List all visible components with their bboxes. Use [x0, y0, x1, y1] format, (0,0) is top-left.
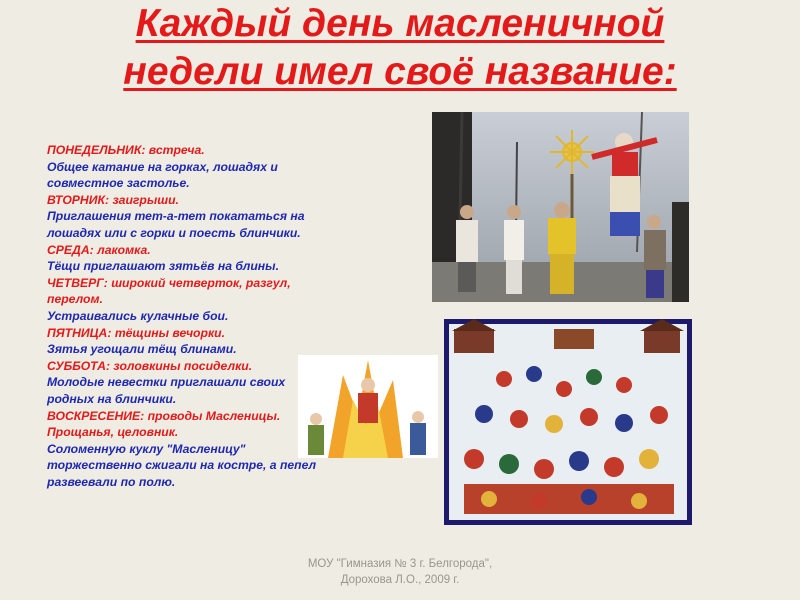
slide-title-line-2: недели имел своё название:	[123, 50, 677, 93]
festival-photo	[432, 112, 689, 302]
day-monday: ПОНЕДЕЛЬНИК: встреча.	[47, 143, 205, 157]
slide-title-line-1: Каждый день масленичной	[135, 2, 665, 45]
day-tuesday: ВТОРНИК: заигрыши.	[47, 192, 179, 207]
day-name: ЧЕТВЕРГ	[47, 275, 104, 290]
footer-line-1: МОУ "Гимназия № 3 г. Белгорода",	[307, 558, 493, 570]
day-description: лошадях или с горки и поесть блинчики.	[47, 225, 301, 240]
day-nickname: тёщины вечорки.	[114, 325, 225, 340]
day-description: развеевали по полю.	[47, 474, 176, 489]
burning-doll-art	[298, 355, 438, 458]
folk-painting	[444, 319, 692, 525]
day-name: ПОНЕДЕЛЬНИК	[47, 143, 142, 157]
day-name: СУББОТА	[47, 358, 106, 373]
day-nickname-cont: перелом.	[47, 292, 103, 307]
day-friday: ПЯТНИЦА: тёщины вечорки.	[47, 325, 225, 340]
day-name: ПЯТНИЦА	[47, 325, 108, 340]
slide-title	[40, 0, 760, 96]
day-saturday: СУББОТА: золовкины посиделки.	[47, 358, 253, 373]
day-description: совместное застолье.	[47, 176, 190, 191]
day-wednesday: СРЕДА: лакомка.	[47, 242, 151, 257]
footer-line-2: Дорохова Л.О., 2009 г.	[340, 574, 460, 586]
day-description: Соломенную куклу "Масленицу"	[47, 441, 246, 456]
day-description: торжественно сжигали на костре, а пепел	[47, 458, 317, 473]
day-description: Зятья угощали тёщ блинами.	[47, 342, 237, 357]
day-description: Приглашения тет-а-тет покататься на	[47, 209, 305, 224]
day-sunday: ВОСКРЕСЕНИЕ: проводы Масленицы.	[47, 408, 281, 423]
day-nickname: проводы Масленицы.	[147, 408, 281, 423]
day-nickname: золовкины посиделки.	[113, 358, 253, 373]
day-description: Общее катание на горках, лошадях и	[47, 159, 278, 174]
day-thursday: ЧЕТВЕРГ: широкий четверток, разгул,	[47, 275, 291, 290]
day-name: СРЕДА	[47, 242, 90, 257]
day-description: Тёщи приглашают зятьёв на блины.	[47, 259, 279, 274]
day-description: родных на блинчики.	[47, 391, 177, 406]
day-description: Молодые невестки приглашали своих	[47, 375, 286, 390]
day-name: ВТОРНИК	[47, 192, 105, 207]
slide-footer	[250, 556, 550, 588]
day-nickname: широкий четверток, разгул,	[111, 275, 291, 290]
day-name: ВОСКРЕСЕНИЕ	[47, 408, 141, 423]
day-description: Устраивались кулачные бои.	[47, 308, 229, 323]
burning-doll-illustration	[298, 355, 438, 458]
day-nickname: лакомка.	[97, 242, 151, 257]
day-nickname-cont: Прощанья, целовник.	[47, 425, 179, 440]
day-nickname: встреча.	[148, 143, 205, 157]
festival-photo-art	[432, 112, 689, 302]
folk-painting-art	[444, 319, 692, 525]
day-nickname: заигрыши.	[112, 192, 179, 207]
